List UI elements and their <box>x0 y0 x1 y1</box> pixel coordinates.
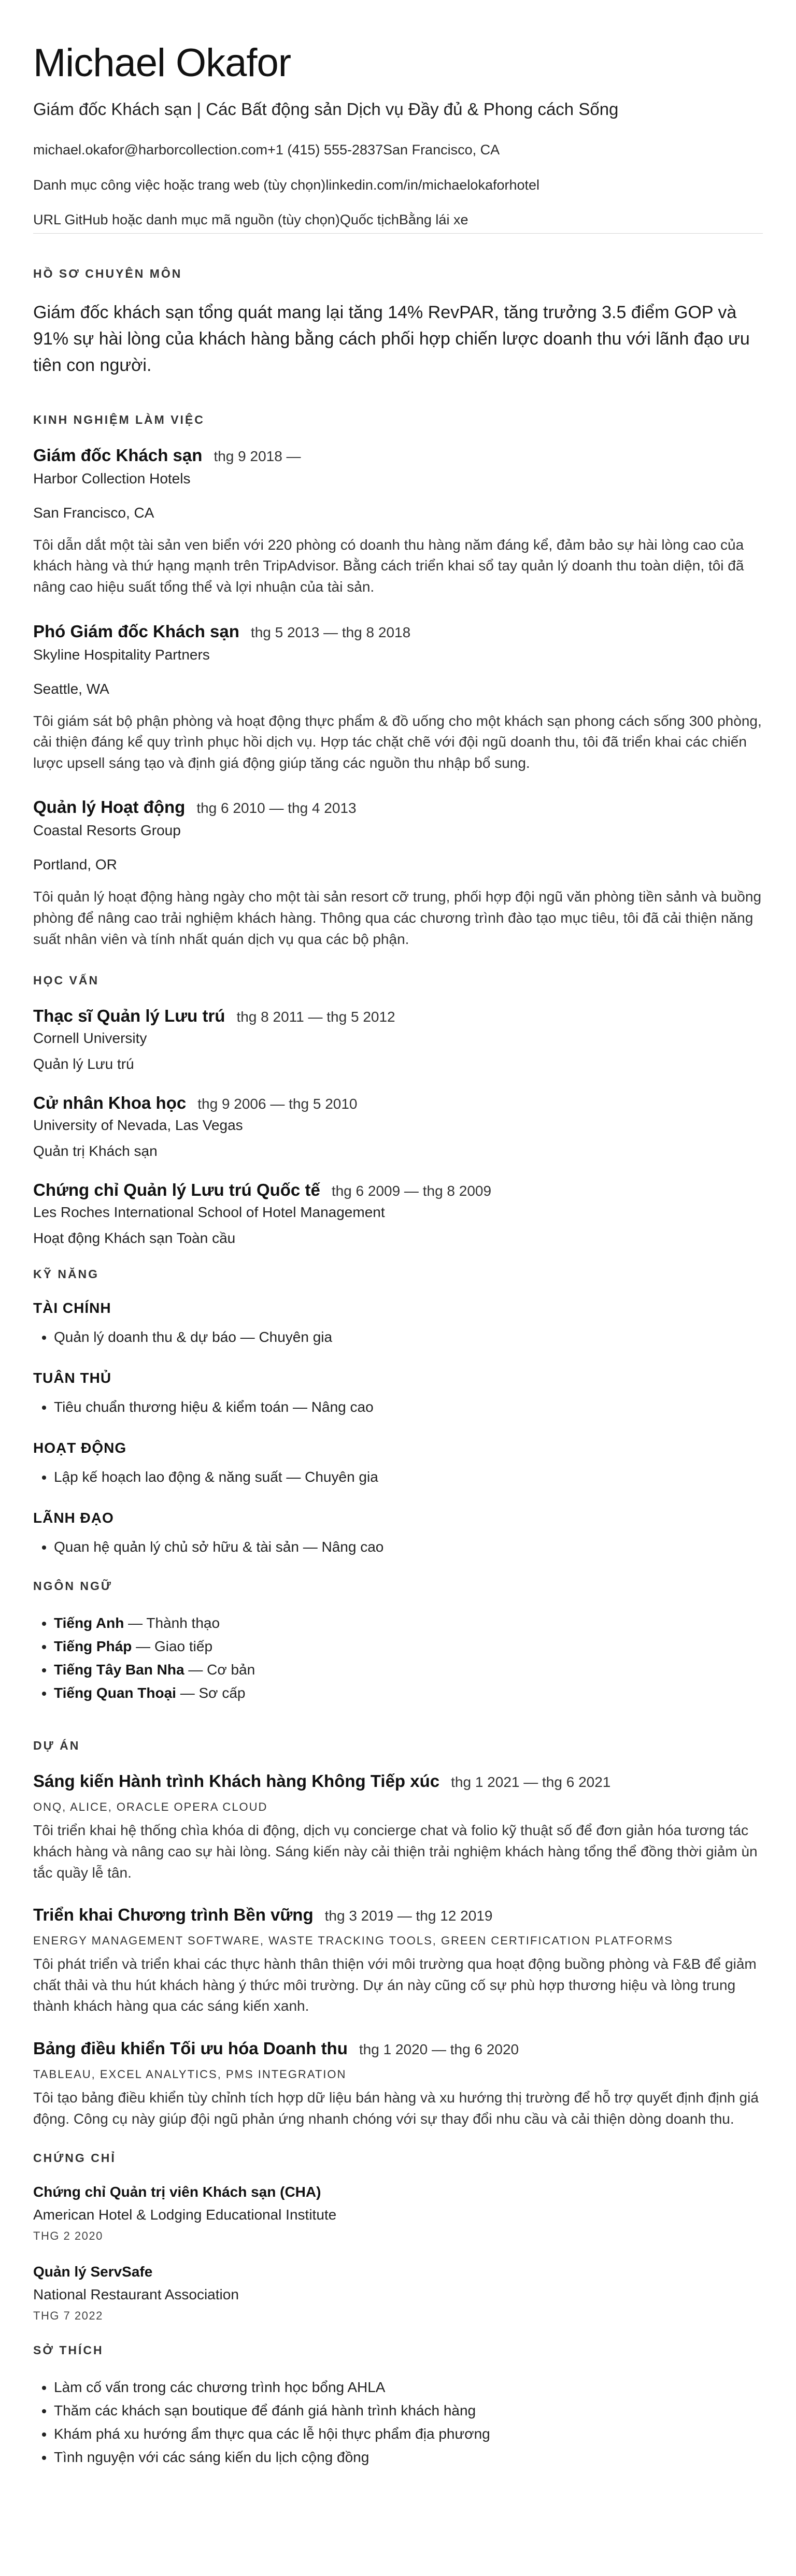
experience-entry <box>33 622 763 774</box>
job-description: Tôi quản lý hoạt động hàng ngày cho một tài sản resort cỡ trung, phối hợp đội ngũ văn phòng tiền sảnh và buồng phòng để nâng cao trải nghiệm khách hàng. Thông qua các chương trình đào tạo mục tiêu, tôi đã cải thiện năng suất nhân viên và tính nhất quán dịch vụ qua các bộ phận. <box>33 889 762 947</box>
language-name: Tiếng Pháp <box>54 1638 132 1655</box>
skills-section <box>33 1267 763 1558</box>
degree-title: Thạc sĩ Quản lý Lưu trú <box>33 1006 225 1026</box>
language-item <box>54 1635 763 1658</box>
degree-title: Chứng chỉ Quản lý Lưu trú Quốc tế <box>33 1180 320 1200</box>
entry-header <box>33 446 763 465</box>
interests-section <box>33 2343 763 2469</box>
education-dates: thg 8 2011 — thg 5 2012 <box>236 1009 395 1025</box>
section-title: KINH NGHIỆM LÀM VIỆC <box>33 412 205 426</box>
experience-entry <box>33 446 763 598</box>
entry-header <box>33 797 763 817</box>
interests-list <box>33 2376 763 2469</box>
education-entry <box>33 1006 763 1072</box>
project-title: Sáng kiến Hành trình Khách hàng Không Tiếp xúc <box>33 1771 440 1791</box>
certification-date: THG 7 2022 <box>33 2309 103 2323</box>
projects-section <box>33 1739 763 2129</box>
interest-item: • Làm cố vấn trong các chương trình học bổng AHLA <box>54 2376 763 2399</box>
certification-issuer: American Hotel & Lodging Educational Institute <box>33 2207 337 2223</box>
certification-entry <box>33 2184 763 2243</box>
skill-item: • Lập kế hoạch lao động & năng suất — Chuyên gia <box>54 1466 763 1489</box>
skill-group <box>33 1510 763 1559</box>
job-location: Portland, OR <box>33 856 117 873</box>
phone-text: +1 (415) 555-2837 <box>267 142 383 158</box>
experience-section <box>33 413 763 950</box>
skill-category: LÃNH ĐẠO <box>33 1509 114 1526</box>
skill-item: • Quan hệ quản lý chủ sở hữu & tài sản — Nâng cao <box>54 1536 763 1559</box>
degree-title: Cử nhân Khoa học <box>33 1093 187 1113</box>
skills-list <box>33 1300 763 1558</box>
job-description: Tôi giám sát bộ phận phòng và hoạt động thực phẩm & đồ uống cho một khách sạn phong cách sống 300 phòng, cải thiện đáng kể quy trình phục hồi dịch vụ. Hợp tác chặt chẽ với đội ngũ doanh thu, tôi đã triển khai các chiến lược upsell sáng tạo và định giá động giúp tăng các nguồn thu nhập bổ sung. <box>33 712 762 771</box>
language-item <box>54 1612 763 1635</box>
language-name: Tiếng Anh <box>54 1615 124 1632</box>
language-name: Tiếng Tây Ban Nha <box>54 1661 184 1678</box>
section-title: KỸ NĂNG <box>33 1267 100 1281</box>
section-title: NGÔN NGỮ <box>33 1579 112 1593</box>
language-item <box>54 1682 763 1705</box>
linkedin-link[interactable]: linkedin.com/in/michaelokaforhotel <box>325 177 540 193</box>
institution-name: Les Roches International School of Hotel Management <box>33 1204 385 1221</box>
certification-name: Chứng chỉ Quản trị viên Khách sạn (CHA) <box>33 2184 321 2200</box>
skill-group <box>33 1440 763 1489</box>
language-level: — Sơ cấp <box>176 1684 246 1701</box>
entry-header <box>33 622 763 641</box>
job-dates: thg 6 2010 — thg 4 2013 <box>196 800 357 817</box>
projects-list <box>33 1771 763 2129</box>
project-technologies: ONQ, ALICE, ORACLE OPERA CLOUD <box>33 1800 268 1814</box>
job-dates: thg 5 2013 — thg 8 2018 <box>250 624 411 640</box>
education-entry <box>33 1180 763 1247</box>
skill-group <box>33 1370 763 1419</box>
license-label: Bằng lái xe <box>399 211 468 227</box>
job-title: Giám đốc Khách sạn <box>33 445 203 465</box>
contact-line-2 <box>33 176 763 194</box>
interest-item: • Thăm các khách sạn boutique để đánh giá hành trình khách hàng <box>54 2399 763 2423</box>
language-level: — Giao tiếp <box>132 1638 213 1655</box>
education-list <box>33 1006 763 1247</box>
interest-item: • Tình nguyện với các sáng kiến du lịch cộng đồng <box>54 2446 763 2469</box>
certification-name: Quản lý ServSafe <box>33 2264 153 2280</box>
project-title: Bảng điều khiển Tối ưu hóa Doanh thu <box>33 2039 348 2058</box>
project-dates: thg 1 2021 — thg 6 2021 <box>451 1774 611 1791</box>
contact-line-3 <box>33 211 763 229</box>
field-of-study: Quản lý Lưu trú <box>33 1056 134 1072</box>
project-description: Tôi tạo bảng điều khiển tùy chỉnh tích hợp dữ liệu bán hàng và xu hướng thị trường để hỗ trợ quyết định định giá động. Công cụ này giúp đội ngũ phản ứng nhanh chóng với sự thay đổi nhu cầu và cải thiện dòng doanh thu. <box>33 2090 759 2127</box>
languages-section <box>33 1579 763 1705</box>
skill-items <box>33 1326 763 1349</box>
skill-items <box>33 1536 763 1559</box>
skill-item: • Quản lý doanh thu & dự báo — Chuyên gia <box>54 1326 763 1349</box>
experience-entry <box>33 797 763 950</box>
section-title: HỒ SƠ CHUYÊN MÔN <box>33 266 182 280</box>
skill-category: TUÂN THỦ <box>33 1369 112 1386</box>
education-dates: thg 9 2006 — thg 5 2010 <box>197 1096 358 1112</box>
job-dates: thg 9 2018 — <box>214 448 301 464</box>
company-name: Coastal Resorts Group <box>33 822 181 839</box>
certifications-list <box>33 2184 763 2323</box>
certification-entry <box>33 2264 763 2323</box>
project-technologies: ENERGY MANAGEMENT SOFTWARE, WASTE TRACKING TOOLS, GREEN CERTIFICATION PLATFORMS <box>33 1934 673 1948</box>
project-entry <box>33 2039 763 2129</box>
project-dates: thg 1 2020 — thg 6 2020 <box>359 2041 519 2058</box>
candidate-headline: Giám đốc Khách sạn | Các Bất động sản Dịch vụ Đầy đủ & Phong cách Sống <box>33 99 619 119</box>
field-of-study: Quản trị Khách sạn <box>33 1143 158 1160</box>
certification-issuer: National Restaurant Association <box>33 2286 239 2303</box>
job-title: Quản lý Hoạt động <box>33 797 186 817</box>
location-text: San Francisco, CA <box>383 142 500 158</box>
company-name: Skyline Hospitality Partners <box>33 646 210 663</box>
project-technologies: TABLEAU, EXCEL ANALYTICS, PMS INTEGRATION <box>33 2068 347 2081</box>
entry-header <box>33 1905 763 1925</box>
education-dates: thg 6 2009 — thg 8 2009 <box>331 1183 492 1199</box>
candidate-name: Michael Okafor <box>33 41 291 85</box>
language-level: — Thành thạo <box>124 1615 220 1632</box>
job-location: Seattle, WA <box>33 680 109 697</box>
certifications-section <box>33 2151 763 2323</box>
portfolio-label: Danh mục công việc hoặc trang web (tùy chọn) <box>33 177 326 193</box>
section-title: SỞ THÍCH <box>33 2343 104 2357</box>
job-description: Tôi dẫn dắt một tài sản ven biển với 220 phòng có doanh thu hàng năm đáng kể, đảm bảo sự hài lòng cao của khách hàng và thứ hạng mạnh trên TripAdvisor. Bằng cách triển khai sổ tay quản lý doanh thu toàn diện, tôi đã nâng cao hiệu suất tổng thể và lợi nhuận của tài sản. <box>33 536 744 595</box>
header-divider <box>33 233 763 234</box>
skill-group <box>33 1300 763 1349</box>
project-description: Tôi phát triển và triển khai các thực hành thân thiện với môi trường qua hoạt động buồng phòng và F&B để giảm chất thải và thu hút khách hàng ý thức môi trường. Dự án này cũng cố sự phù hợp thương hiệu và lòng trung thành khách hàng qua các sáng kiến xanh. <box>33 1956 757 2014</box>
languages-list <box>33 1612 763 1705</box>
entry-header <box>33 1771 763 1791</box>
language-name: Tiếng Quan Thoại <box>54 1684 176 1701</box>
interest-item: • Khám phá xu hướng ẩm thực qua các lễ hội thực phẩm địa phương <box>54 2423 763 2446</box>
certification-date: THG 2 2020 <box>33 2229 103 2243</box>
education-section <box>33 974 763 1247</box>
github-label: URL GitHub hoặc danh mục mã nguồn (tùy chọn) <box>33 211 340 227</box>
company-name: Harbor Collection Hotels <box>33 470 191 486</box>
section-title: DỰ ÁN <box>33 1739 80 1753</box>
project-description: Tôi triển khai hệ thống chìa khóa di động, dịch vụ concierge chat và folio kỹ thuật số để đơn giản hóa tương tác khách hàng và nâng cao sự hài lòng. Sáng kiến này cải thiện trải nghiệm khách hàng tổng thể đồng thời giảm ùn tắc quầy lễ tân. <box>33 1822 758 1881</box>
education-entry <box>33 1093 763 1160</box>
skill-items <box>33 1466 763 1489</box>
section-title: HỌC VẤN <box>33 974 100 988</box>
entry-header <box>33 1006 763 1026</box>
skill-category: HOẠT ĐỘNG <box>33 1439 127 1456</box>
resume-header <box>33 41 763 234</box>
nationality-label: Quốc tịch <box>339 211 399 227</box>
skill-item: • Tiêu chuẩn thương hiệu & kiểm toán — Nâng cao <box>54 1396 763 1419</box>
institution-name: Cornell University <box>33 1030 147 1047</box>
summary-section <box>33 267 763 379</box>
job-location: San Francisco, CA <box>33 504 154 521</box>
summary-text: Giám đốc khách sạn tổng quát mang lại tăng 14% RevPAR, tăng trưởng 3.5 điểm GOP và 91% sự hài lòng của khách hàng bằng cách phối hợp chiến lược doanh thu với lãnh đạo ưu tiên con người. <box>33 302 750 375</box>
job-title: Phó Giám đốc Khách sạn <box>33 621 239 641</box>
entry-header <box>33 1180 763 1200</box>
project-entry <box>33 1905 763 2017</box>
project-dates: thg 3 2019 — thg 12 2019 <box>324 1908 493 1924</box>
skill-items <box>33 1396 763 1419</box>
entry-header <box>33 2039 763 2058</box>
skill-category: TÀI CHÍNH <box>33 1300 111 1316</box>
contact-line-1 <box>33 141 763 159</box>
institution-name: University of Nevada, Las Vegas <box>33 1117 243 1134</box>
language-item <box>54 1658 763 1682</box>
project-entry <box>33 1771 763 1883</box>
language-level: — Cơ bản <box>184 1661 255 1678</box>
project-title: Triển khai Chương trình Bền vững <box>33 1905 314 1925</box>
email-text: michael.okafor@harborcollection.com <box>33 142 268 158</box>
entry-header <box>33 1093 763 1113</box>
section-title: CHỨNG CHỈ <box>33 2151 116 2165</box>
field-of-study: Hoạt động Khách sạn Toàn cầu <box>33 1230 236 1247</box>
experience-list <box>33 446 763 950</box>
